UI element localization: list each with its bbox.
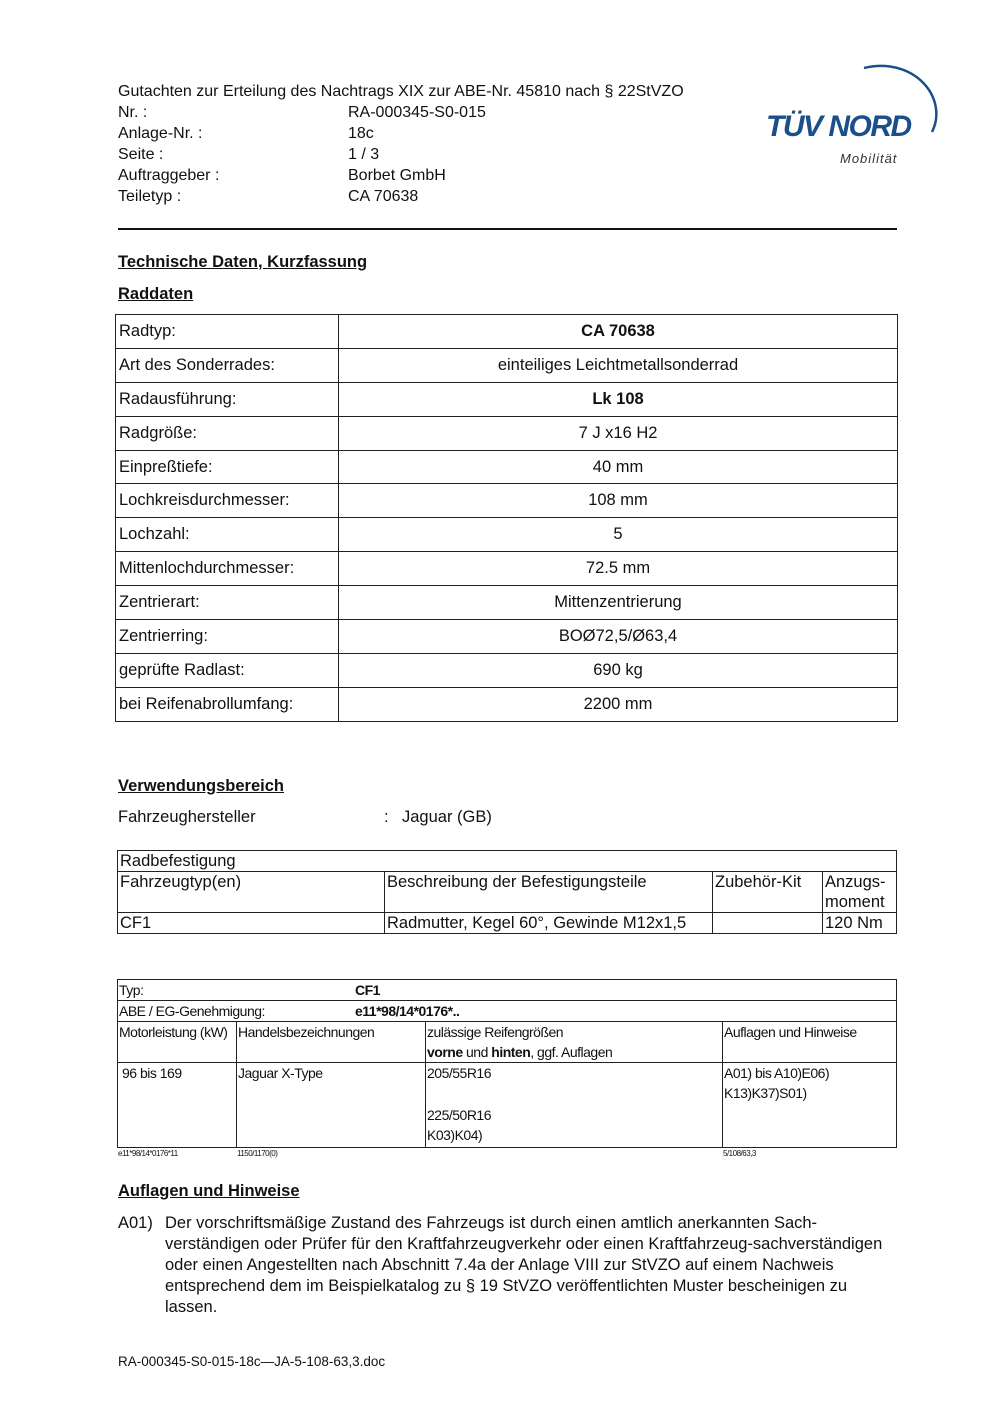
table-row bbox=[116, 586, 898, 620]
header-divider bbox=[118, 228, 897, 230]
header-field-value: 18c bbox=[348, 125, 374, 142]
row-value: 72.5 mm bbox=[339, 552, 898, 586]
header-field-label: Nr. : bbox=[118, 104, 148, 121]
row-label: Art des Sonderrades: bbox=[116, 348, 339, 382]
row-value: CA 70638 bbox=[339, 315, 898, 349]
row-label: Mittenlochdurchmesser: bbox=[116, 552, 339, 586]
col-header-auflagen: Auflagen und Hinweise bbox=[723, 1022, 897, 1063]
header-field bbox=[118, 165, 684, 186]
row-label: bei Reifenabrollumfang: bbox=[116, 687, 339, 721]
fahrzeughersteller-line bbox=[118, 808, 492, 827]
row-value: Mittenzentrierung bbox=[339, 586, 898, 620]
reifen-2-auflagen: K03)K04) bbox=[427, 1127, 483, 1143]
radbefestigung-title: Radbefestigung bbox=[118, 851, 897, 872]
table-header-row bbox=[118, 872, 897, 913]
radbefestigung-table bbox=[117, 850, 897, 934]
reifen-header-title: zulässige Reifengrößen bbox=[427, 1024, 564, 1040]
table-row bbox=[116, 348, 898, 382]
section-auflagen: Auflagen und Hinweise bbox=[118, 1182, 300, 1200]
header-field-value: CA 70638 bbox=[348, 188, 419, 205]
typ-table bbox=[117, 979, 897, 1148]
row-value: BOØ72,5/Ø63,4 bbox=[339, 620, 898, 654]
typ-footnote-left: e11*98/14*0176*11 bbox=[118, 1149, 178, 1158]
cell-handelsbezeichnung: Jaguar X-Type bbox=[237, 1063, 426, 1148]
row-value: einteiliges Leichtmetallsonderrad bbox=[339, 348, 898, 382]
cell-reifengroessen bbox=[426, 1063, 723, 1148]
document-title: Gutachten zur Erteilung des Nachtrags XIX zur ABE-Nr. 45810 nach § 22StVZO bbox=[118, 83, 684, 100]
table-row bbox=[118, 851, 897, 872]
cell-auflagen bbox=[723, 1063, 897, 1148]
header-field-value: 1 / 3 bbox=[348, 146, 380, 163]
row-label: Lochkreisdurchmesser: bbox=[116, 484, 339, 518]
note-code: A01) bbox=[118, 1214, 153, 1232]
row-label: Zentrierart: bbox=[116, 586, 339, 620]
cell-anzugsmoment: 120 Nm bbox=[823, 913, 897, 934]
col-header-handelsbezeichnungen: Handelsbezeichnungen bbox=[237, 1022, 426, 1063]
table-row bbox=[116, 450, 898, 484]
logo-brand: TÜV NORD bbox=[766, 110, 911, 143]
vorne-label: vorne bbox=[427, 1044, 463, 1060]
reifen-2: 225/50R16 bbox=[427, 1107, 492, 1123]
typ-value: CF1 bbox=[355, 982, 380, 998]
abe-row bbox=[118, 1001, 897, 1022]
col-header: Fahrzeugtyp(en) bbox=[118, 872, 385, 913]
row-label: Einpreßtiefe: bbox=[116, 450, 339, 484]
section-raddaten: Raddaten bbox=[118, 285, 194, 303]
header-field-value: RA-000345-S0-015 bbox=[348, 104, 486, 121]
typ-footnote-mid: 1150/1170(0) bbox=[237, 1149, 278, 1158]
row-label: Radgröße: bbox=[116, 416, 339, 450]
table-row bbox=[116, 484, 898, 518]
row-value: 40 mm bbox=[339, 450, 898, 484]
row-value: 108 mm bbox=[339, 484, 898, 518]
reifen-header-rest: , ggf. Auflagen bbox=[530, 1044, 613, 1060]
header-field-label: Auftraggeber : bbox=[118, 167, 220, 184]
table-row bbox=[116, 518, 898, 552]
reifen-1: 205/55R16 bbox=[427, 1065, 492, 1081]
abe-label: ABE / EG-Genehmigung: bbox=[119, 1003, 265, 1019]
col-header: Zubehör-Kit bbox=[713, 872, 823, 913]
hinten-label: hinten bbox=[491, 1044, 531, 1060]
cell-motorleistung: 96 bis 169 bbox=[118, 1063, 237, 1148]
fahrzeughersteller-value: Jaguar (GB) bbox=[402, 808, 492, 826]
fahrzeughersteller-label: Fahrzeughersteller bbox=[118, 808, 256, 826]
col-header: Anzugs-moment bbox=[823, 872, 897, 913]
row-label: Radausführung: bbox=[116, 382, 339, 416]
cell-beschreibung: Radmutter, Kegel 60°, Gewinde M12x1,5 bbox=[385, 913, 713, 934]
row-label: geprüfte Radlast: bbox=[116, 653, 339, 687]
table-row bbox=[116, 620, 898, 654]
section-technische-daten: Technische Daten, Kurzfassung bbox=[118, 253, 368, 271]
reifen-header-sub bbox=[427, 1042, 721, 1062]
header-field bbox=[118, 144, 684, 165]
row-label: Lochzahl: bbox=[116, 518, 339, 552]
row-value: 2200 mm bbox=[339, 687, 898, 721]
header-field bbox=[118, 123, 684, 144]
tuv-nord-logo bbox=[764, 58, 944, 170]
cell-fahrzeugtyp: CF1 bbox=[118, 913, 385, 934]
header-field bbox=[118, 102, 684, 123]
header-field-label: Anlage-Nr. : bbox=[118, 125, 203, 142]
row-value: 5 bbox=[339, 518, 898, 552]
row-value: 7 J x16 H2 bbox=[339, 416, 898, 450]
table-row bbox=[116, 382, 898, 416]
logo-subtitle: Mobilität bbox=[840, 151, 898, 166]
table-header-row bbox=[118, 1022, 897, 1063]
table-row bbox=[118, 980, 897, 1001]
table-row bbox=[116, 552, 898, 586]
typ-label: Typ: bbox=[119, 982, 144, 998]
row-label: Zentrierring: bbox=[116, 620, 339, 654]
header-field-label: Seite : bbox=[118, 146, 164, 163]
typ-footnote-right: 5/108/63,3 bbox=[723, 1149, 756, 1158]
note-a01 bbox=[118, 1213, 897, 1318]
fahrzeughersteller-separator: : bbox=[384, 808, 389, 826]
col-header-motorleistung: Motorleistung (kW) bbox=[118, 1022, 237, 1063]
note-text: Der vorschriftsmäßige Zustand des Fahrzeugs ist durch einen amtlich anerkannten Sach-verständigen oder Prüfer für den Kraftfahrzeugverkehr oder einen Kraftfahrzeug-sachverständigen oder einen Angestellten nach Abschnitt 7.4a der Anlage VIII zur StVZO auf einem Nachweis entsprechend dem im Beispielkatalog zu § 19 StVZO veröffentlichten Muster bescheinigen zu lassen. bbox=[165, 1214, 883, 1316]
table-row bbox=[118, 913, 897, 934]
table-row bbox=[116, 653, 898, 687]
cell-zubehoer-kit bbox=[713, 913, 823, 934]
auflagen-1: A01) bis A10)E06) bbox=[724, 1065, 830, 1081]
table-row bbox=[118, 1063, 897, 1148]
header-field-label: Teiletyp : bbox=[118, 188, 182, 205]
document-footer: RA-000345-S0-015-18c—JA-5-108-63,3.doc bbox=[118, 1354, 386, 1369]
document-header bbox=[118, 81, 684, 207]
col-header: Beschreibung der Befestigungsteile bbox=[385, 872, 713, 913]
table-row bbox=[116, 687, 898, 721]
table-row bbox=[116, 315, 898, 349]
table-row bbox=[118, 1001, 897, 1022]
section-verwendungsbereich: Verwendungsbereich bbox=[118, 777, 284, 795]
und-label: und bbox=[462, 1044, 492, 1060]
abe-value: e11*98/14*0176*.. bbox=[355, 1003, 460, 1019]
row-value: 690 kg bbox=[339, 653, 898, 687]
table-row bbox=[116, 416, 898, 450]
col-header-reifengroessen bbox=[426, 1022, 723, 1063]
header-field bbox=[118, 186, 684, 207]
typ-row bbox=[118, 980, 897, 1001]
header-field-value: Borbet GmbH bbox=[348, 167, 446, 184]
row-value: Lk 108 bbox=[339, 382, 898, 416]
row-label: Radtyp: bbox=[116, 315, 339, 349]
raddaten-table bbox=[115, 314, 898, 722]
auflagen-2: K13)K37)S01) bbox=[724, 1085, 807, 1101]
